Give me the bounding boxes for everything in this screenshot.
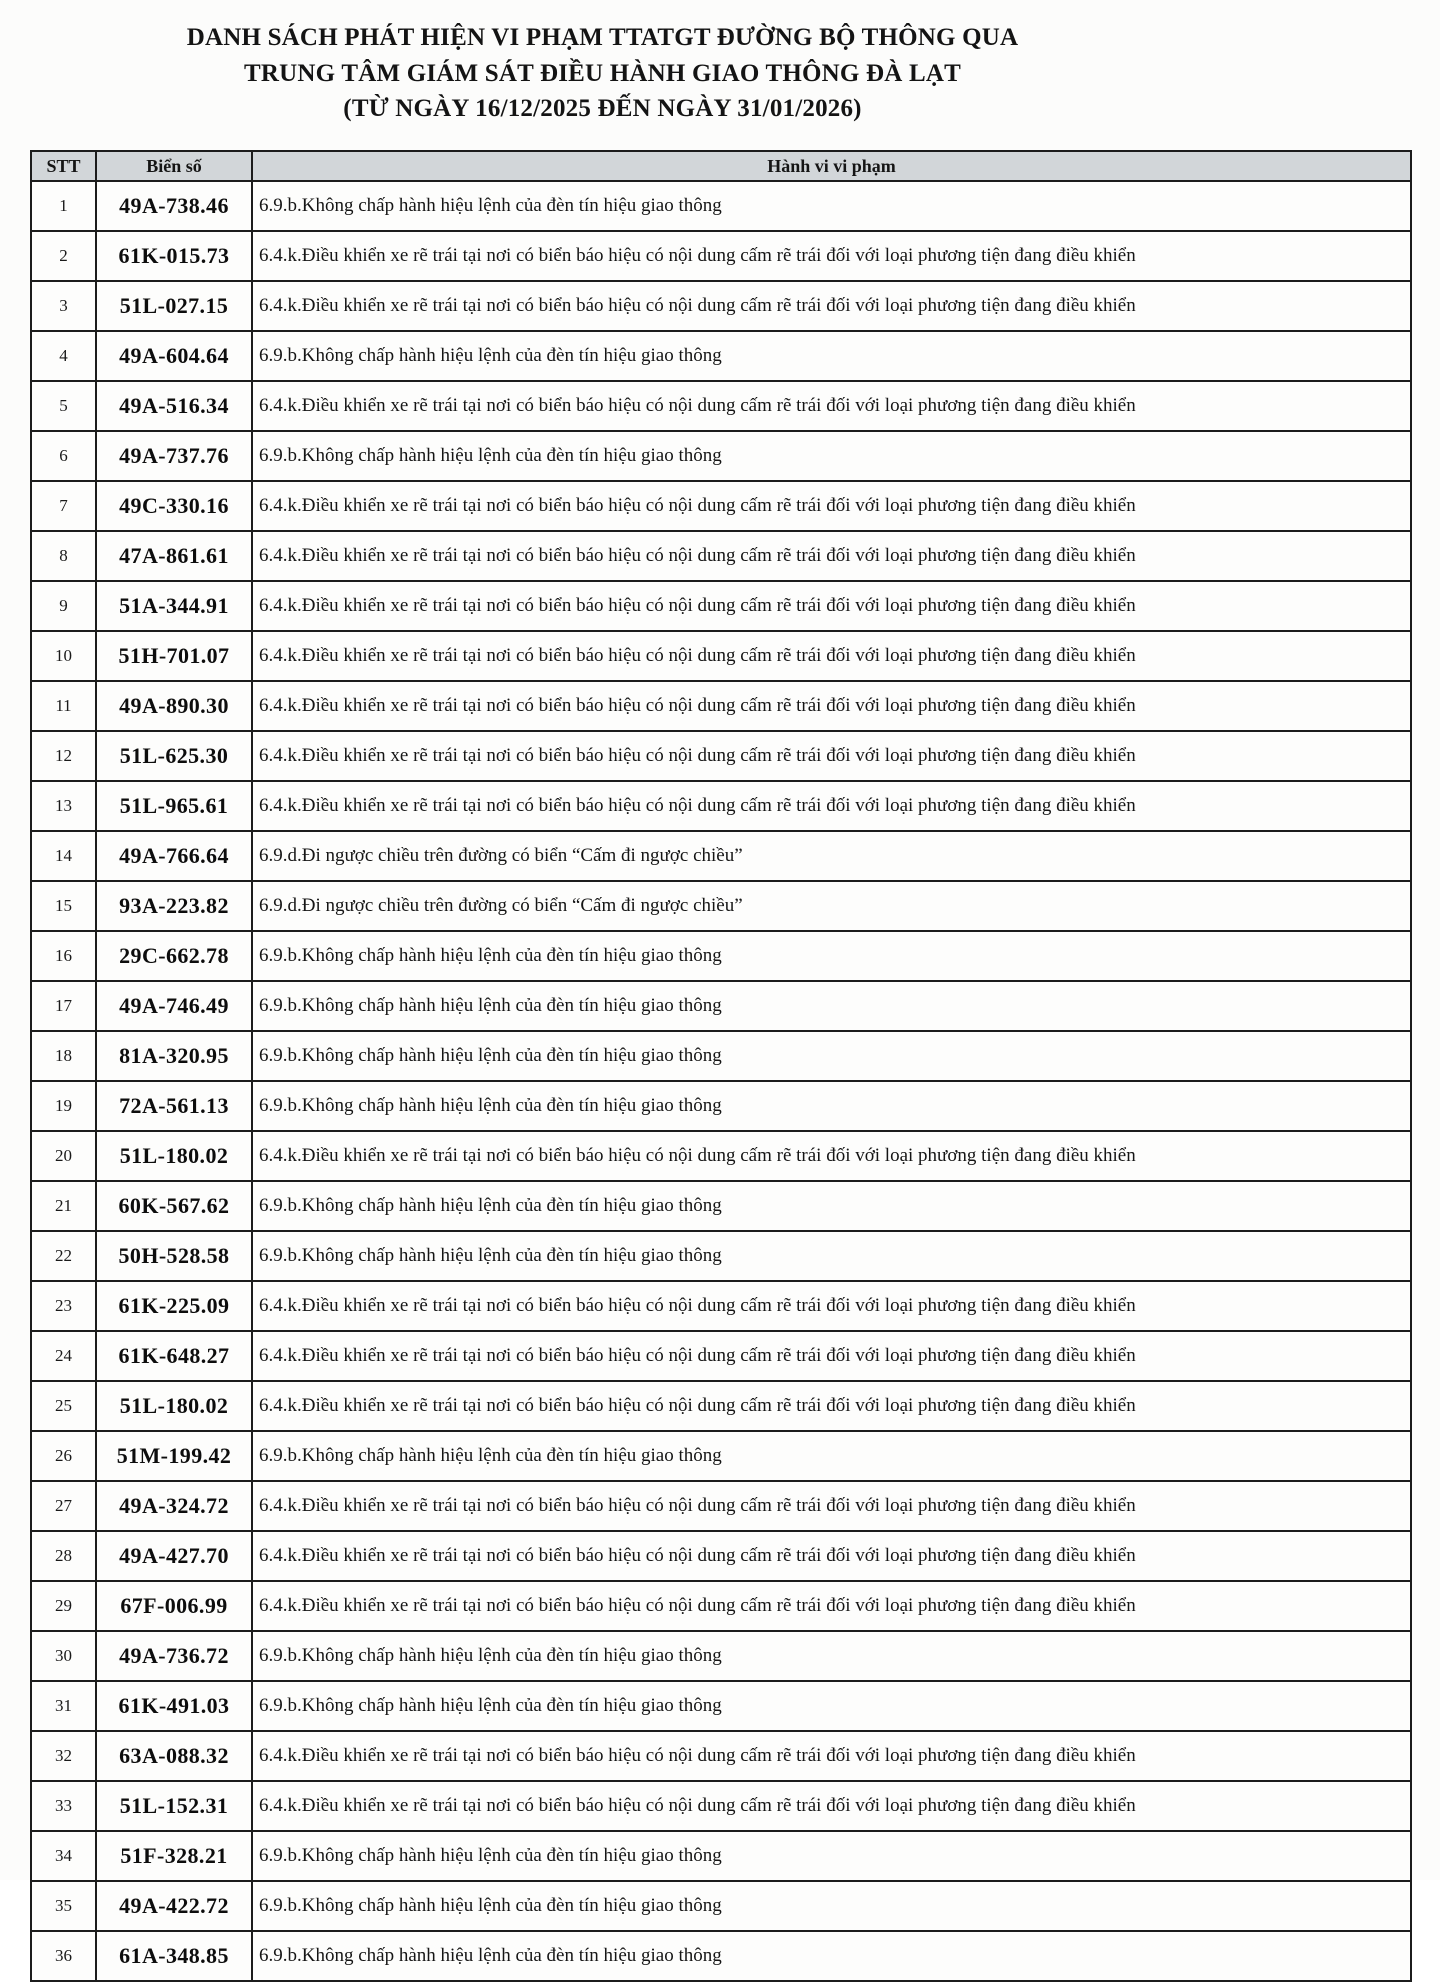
stt-cell: 19 <box>31 1081 96 1131</box>
plate-cell: 51L-180.02 <box>96 1381 252 1431</box>
violation-cell: 6.4.k.Điều khiển xe rẽ trái tại nơi có biển báo hiệu có nội dung cấm rẽ trái đối với loại phương tiện đang điều khiển <box>252 781 1411 831</box>
violation-cell: 6.4.k.Điều khiển xe rẽ trái tại nơi có biển báo hiệu có nội dung cấm rẽ trái đối với loại phương tiện đang điều khiển <box>252 531 1411 581</box>
violation-cell: 6.4.k.Điều khiển xe rẽ trái tại nơi có biển báo hiệu có nội dung cấm rẽ trái đối với loại phương tiện đang điều khiển <box>252 1381 1411 1431</box>
table-row <box>31 1131 1411 1181</box>
stt-cell: 18 <box>31 1031 96 1081</box>
violation-cell: 6.9.b.Không chấp hành hiệu lệnh của đèn tín hiệu giao thông <box>252 1431 1411 1481</box>
table-row <box>31 881 1411 931</box>
stt-cell: 16 <box>31 931 96 981</box>
plate-cell: 51M-199.42 <box>96 1431 252 1481</box>
violation-cell: 6.9.d.Đi ngược chiều trên đường có biển “Cấm đi ngược chiều” <box>252 881 1411 931</box>
table-row <box>31 1281 1411 1331</box>
violation-cell: 6.4.k.Điều khiển xe rẽ trái tại nơi có biển báo hiệu có nội dung cấm rẽ trái đối với loại phương tiện đang điều khiển <box>252 1481 1411 1531</box>
table-row <box>31 431 1411 481</box>
violation-cell: 6.9.b.Không chấp hành hiệu lệnh của đèn tín hiệu giao thông <box>252 1081 1411 1131</box>
violation-cell: 6.4.k.Điều khiển xe rẽ trái tại nơi có biển báo hiệu có nội dung cấm rẽ trái đối với loại phương tiện đang điều khiển <box>252 1131 1411 1181</box>
plate-cell: 49A-766.64 <box>96 831 252 881</box>
plate-cell: 49A-422.72 <box>96 1881 252 1931</box>
stt-cell: 1 <box>31 181 96 231</box>
table-row <box>31 981 1411 1031</box>
stt-cell: 17 <box>31 981 96 1031</box>
header-violation: Hành vi vi phạm <box>252 151 1411 181</box>
table-row <box>31 1831 1411 1881</box>
title-line-2: TRUNG TÂM GIÁM SÁT ĐIỀU HÀNH GIAO THÔNG ĐÀ LẠT <box>244 59 961 87</box>
stt-cell: 20 <box>31 1131 96 1181</box>
table-row <box>31 381 1411 431</box>
table-row <box>31 1031 1411 1081</box>
table-row <box>31 731 1411 781</box>
violation-cell: 6.4.k.Điều khiển xe rẽ trái tại nơi có biển báo hiệu có nội dung cấm rẽ trái đối với loại phương tiện đang điều khiển <box>252 731 1411 781</box>
stt-cell: 31 <box>31 1681 96 1731</box>
violation-cell: 6.4.k.Điều khiển xe rẽ trái tại nơi có biển báo hiệu có nội dung cấm rẽ trái đối với loại phương tiện đang điều khiển <box>252 231 1411 281</box>
stt-cell: 23 <box>31 1281 96 1331</box>
table-row <box>31 1181 1411 1231</box>
table-row <box>31 1631 1411 1681</box>
stt-cell: 5 <box>31 381 96 431</box>
stt-cell: 25 <box>31 1381 96 1431</box>
plate-cell: 51A-344.91 <box>96 581 252 631</box>
stt-cell: 14 <box>31 831 96 881</box>
plate-cell: 51L-152.31 <box>96 1781 252 1831</box>
violation-cell: 6.9.b.Không chấp hành hiệu lệnh của đèn tín hiệu giao thông <box>252 1181 1411 1231</box>
stt-cell: 6 <box>31 431 96 481</box>
violation-cell: 6.9.b.Không chấp hành hiệu lệnh của đèn tín hiệu giao thông <box>252 1831 1411 1881</box>
violation-cell: 6.9.b.Không chấp hành hiệu lệnh của đèn tín hiệu giao thông <box>252 1681 1411 1731</box>
violation-cell: 6.4.k.Điều khiển xe rẽ trái tại nơi có biển báo hiệu có nội dung cấm rẽ trái đối với loại phương tiện đang điều khiển <box>252 581 1411 631</box>
plate-cell: 49A-746.49 <box>96 981 252 1031</box>
violation-cell: 6.4.k.Điều khiển xe rẽ trái tại nơi có biển báo hiệu có nội dung cấm rẽ trái đối với loại phương tiện đang điều khiển <box>252 631 1411 681</box>
stt-cell: 13 <box>31 781 96 831</box>
plate-cell: 93A-223.82 <box>96 881 252 931</box>
violations-table <box>30 150 1412 1982</box>
table-row <box>31 781 1411 831</box>
violation-cell: 6.9.b.Không chấp hành hiệu lệnh của đèn tín hiệu giao thông <box>252 1231 1411 1281</box>
stt-cell: 32 <box>31 1731 96 1781</box>
table-row <box>31 1331 1411 1381</box>
violation-cell: 6.9.b.Không chấp hành hiệu lệnh của đèn tín hiệu giao thông <box>252 1631 1411 1681</box>
stt-cell: 34 <box>31 1831 96 1881</box>
plate-cell: 51L-965.61 <box>96 781 252 831</box>
violation-cell: 6.9.b.Không chấp hành hiệu lệnh của đèn tín hiệu giao thông <box>252 1881 1411 1931</box>
plate-cell: 49A-604.64 <box>96 331 252 381</box>
table-row <box>31 1781 1411 1831</box>
stt-cell: 2 <box>31 231 96 281</box>
violation-cell: 6.4.k.Điều khiển xe rẽ trái tại nơi có biển báo hiệu có nội dung cấm rẽ trái đối với loại phương tiện đang điều khiển <box>252 1281 1411 1331</box>
stt-cell: 11 <box>31 681 96 731</box>
stt-cell: 30 <box>31 1631 96 1681</box>
plate-cell: 61K-225.09 <box>96 1281 252 1331</box>
violation-cell: 6.9.b.Không chấp hành hiệu lệnh của đèn tín hiệu giao thông <box>252 981 1411 1031</box>
stt-cell: 22 <box>31 1231 96 1281</box>
plate-cell: 50H-528.58 <box>96 1231 252 1281</box>
violation-cell: 6.4.k.Điều khiển xe rẽ trái tại nơi có biển báo hiệu có nội dung cấm rẽ trái đối với loại phương tiện đang điều khiển <box>252 381 1411 431</box>
violation-cell: 6.9.d.Đi ngược chiều trên đường có biển “Cấm đi ngược chiều” <box>252 831 1411 881</box>
title-line-1: DANH SÁCH PHÁT HIỆN VI PHẠM TTATGT ĐƯỜNG BỘ THÔNG QUA <box>186 24 1019 51</box>
plate-cell: 49C-330.16 <box>96 481 252 531</box>
table-row <box>31 1431 1411 1481</box>
stt-cell: 28 <box>31 1531 96 1581</box>
plate-cell: 72A-561.13 <box>96 1081 252 1131</box>
stt-cell: 21 <box>31 1181 96 1231</box>
stt-cell: 7 <box>31 481 96 531</box>
table-row <box>31 831 1411 881</box>
header-stt: STT <box>31 151 96 181</box>
table-row <box>31 631 1411 681</box>
table-row <box>31 1581 1411 1631</box>
plate-cell: 49A-324.72 <box>96 1481 252 1531</box>
stt-cell: 9 <box>31 581 96 631</box>
plate-cell: 61K-648.27 <box>96 1331 252 1381</box>
table-row <box>31 1931 1411 1981</box>
violation-cell: 6.9.b.Không chấp hành hiệu lệnh của đèn tín hiệu giao thông <box>252 931 1411 981</box>
violation-cell: 6.4.k.Điều khiển xe rẽ trái tại nơi có biển báo hiệu có nội dung cấm rẽ trái đối với loại phương tiện đang điều khiển <box>252 1781 1411 1831</box>
table-row <box>31 1381 1411 1431</box>
plate-cell: 49A-427.70 <box>96 1531 252 1581</box>
table-row <box>31 681 1411 731</box>
stt-cell: 12 <box>31 731 96 781</box>
table-row <box>31 1231 1411 1281</box>
plate-cell: 49A-516.34 <box>96 381 252 431</box>
stt-cell: 8 <box>31 531 96 581</box>
stt-cell: 3 <box>31 281 96 331</box>
violation-cell: 6.4.k.Điều khiển xe rẽ trái tại nơi có biển báo hiệu có nội dung cấm rẽ trái đối với loại phương tiện đang điều khiển <box>252 1331 1411 1381</box>
violation-cell: 6.9.b.Không chấp hành hiệu lệnh của đèn tín hiệu giao thông <box>252 431 1411 481</box>
plate-cell: 49A-736.72 <box>96 1631 252 1681</box>
stt-cell: 10 <box>31 631 96 681</box>
violation-cell: 6.9.b.Không chấp hành hiệu lệnh của đèn tín hiệu giao thông <box>252 181 1411 231</box>
table-row <box>31 231 1411 281</box>
violation-cell: 6.9.b.Không chấp hành hiệu lệnh của đèn tín hiệu giao thông <box>252 331 1411 381</box>
plate-cell: 49A-737.76 <box>96 431 252 481</box>
plate-cell: 63A-088.32 <box>96 1731 252 1781</box>
plate-cell: 29C-662.78 <box>96 931 252 981</box>
plate-cell: 51L-625.30 <box>96 731 252 781</box>
plate-cell: 51L-027.15 <box>96 281 252 331</box>
header-plate: Biển số <box>96 151 252 181</box>
stt-cell: 27 <box>31 1481 96 1531</box>
title-line-3: (TỪ NGÀY 16/12/2025 ĐẾN NGÀY 31/01/2026) <box>343 95 862 122</box>
table-row <box>31 1081 1411 1131</box>
plate-cell: 51F-328.21 <box>96 1831 252 1881</box>
plate-cell: 81A-320.95 <box>96 1031 252 1081</box>
plate-cell: 61A-348.85 <box>96 1931 252 1981</box>
table-header-row <box>31 151 1411 181</box>
plate-cell: 51L-180.02 <box>96 1131 252 1181</box>
violation-cell: 6.4.k.Điều khiển xe rẽ trái tại nơi có biển báo hiệu có nội dung cấm rẽ trái đối với loại phương tiện đang điều khiển <box>252 1531 1411 1581</box>
table-row <box>31 281 1411 331</box>
table-row <box>31 1481 1411 1531</box>
table-row <box>31 931 1411 981</box>
violation-cell: 6.4.k.Điều khiển xe rẽ trái tại nơi có biển báo hiệu có nội dung cấm rẽ trái đối với loại phương tiện đang điều khiển <box>252 1581 1411 1631</box>
violation-cell: 6.9.b.Không chấp hành hiệu lệnh của đèn tín hiệu giao thông <box>252 1931 1411 1981</box>
stt-cell: 29 <box>31 1581 96 1631</box>
violation-cell: 6.9.b.Không chấp hành hiệu lệnh của đèn tín hiệu giao thông <box>252 1031 1411 1081</box>
document-title <box>0 20 1205 127</box>
stt-cell: 4 <box>31 331 96 381</box>
plate-cell: 61K-015.73 <box>96 231 252 281</box>
table-row <box>31 181 1411 231</box>
table-row <box>31 1881 1411 1931</box>
violation-cell: 6.4.k.Điều khiển xe rẽ trái tại nơi có biển báo hiệu có nội dung cấm rẽ trái đối với loại phương tiện đang điều khiển <box>252 681 1411 731</box>
plate-cell: 47A-861.61 <box>96 531 252 581</box>
plate-cell: 67F-006.99 <box>96 1581 252 1631</box>
stt-cell: 15 <box>31 881 96 931</box>
stt-cell: 33 <box>31 1781 96 1831</box>
table-row <box>31 1681 1411 1731</box>
stt-cell: 36 <box>31 1931 96 1981</box>
table-row <box>31 481 1411 531</box>
plate-cell: 49A-738.46 <box>96 181 252 231</box>
plate-cell: 61K-491.03 <box>96 1681 252 1731</box>
table-row <box>31 331 1411 381</box>
table-row <box>31 581 1411 631</box>
stt-cell: 35 <box>31 1881 96 1931</box>
stt-cell: 24 <box>31 1331 96 1381</box>
plate-cell: 51H-701.07 <box>96 631 252 681</box>
violation-cell: 6.4.k.Điều khiển xe rẽ trái tại nơi có biển báo hiệu có nội dung cấm rẽ trái đối với loại phương tiện đang điều khiển <box>252 481 1411 531</box>
violation-cell: 6.4.k.Điều khiển xe rẽ trái tại nơi có biển báo hiệu có nội dung cấm rẽ trái đối với loại phương tiện đang điều khiển <box>252 281 1411 331</box>
stt-cell: 26 <box>31 1431 96 1481</box>
table-row <box>31 531 1411 581</box>
violation-cell: 6.4.k.Điều khiển xe rẽ trái tại nơi có biển báo hiệu có nội dung cấm rẽ trái đối với loại phương tiện đang điều khiển <box>252 1731 1411 1781</box>
plate-cell: 60K-567.62 <box>96 1181 252 1231</box>
table-row <box>31 1531 1411 1581</box>
table-row <box>31 1731 1411 1781</box>
plate-cell: 49A-890.30 <box>96 681 252 731</box>
